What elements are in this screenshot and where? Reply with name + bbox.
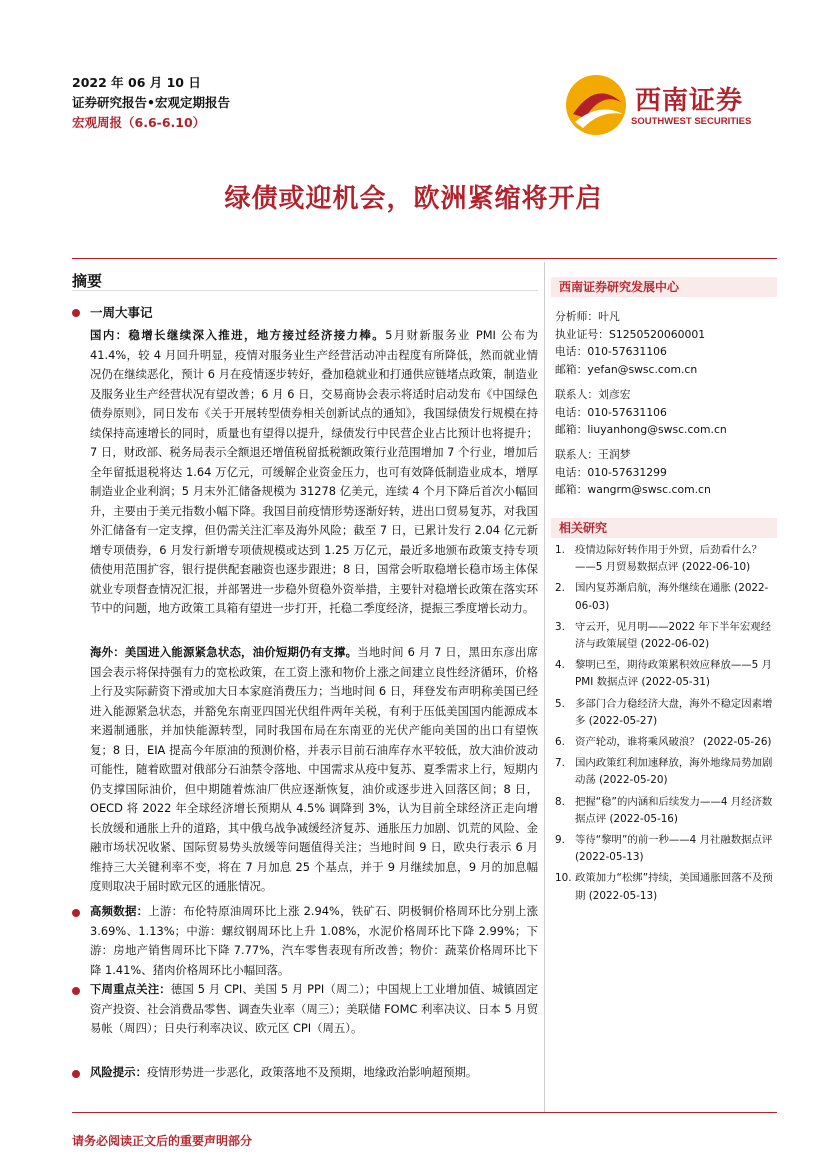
high-frequency-paragraph: [90, 902, 538, 980]
risk-body: 疫情形势进一步恶化，政策落地不及预期，地缘政治影响超预期。: [146, 1065, 478, 1079]
related-num: 7.: [555, 757, 565, 770]
related-item[interactable]: [555, 734, 777, 751]
footer-divider: [72, 1112, 777, 1113]
next-body: 德国 5 月 CPI、美国 5 月 PPI（周二）；中国规上工业增加值、城镇固定资产投资、社会消费品零售、调查失业率（周三）；美联储 FOMC 利率决议、日本 5 月贸易帐（周四）；日央行利率决议、欧元区 CPI（周五）。: [90, 982, 539, 1035]
risk-label: 风险提示：: [90, 1065, 147, 1079]
related-item[interactable]: [555, 755, 777, 789]
hf-label: 高频数据：: [90, 904, 149, 918]
bullet-icon: [72, 309, 80, 317]
related-text: 等待“黎明”的前一秒——4 月社融数据点评 (2022-05-13): [575, 834, 773, 864]
contact-mail[interactable]: 邮箱：yefan@swsc.com.cn: [555, 362, 698, 376]
related-num: 9.: [555, 834, 565, 847]
bullet-icon: [72, 1070, 80, 1078]
report-series: 宏观周报（6.6-6.10）: [72, 115, 206, 130]
related-item[interactable]: [555, 657, 777, 691]
next-week-paragraph: [90, 980, 538, 1039]
related-text: 黎明已至，期待政策累积效应释放——5 月 PMI 数据点评 (2022-05-31): [575, 659, 772, 689]
week-events-heading: 一周大事记: [90, 305, 153, 320]
related-num: 3.: [555, 620, 565, 633]
summary-heading: 摘要: [72, 272, 103, 290]
related-num: 8.: [555, 795, 565, 808]
related-text: 资产轮动，谁将乘风破浪？ (2022-05-26): [575, 736, 772, 749]
next-label: 下周重点关注：: [90, 982, 171, 996]
contact-block: [555, 446, 777, 499]
contact-mail[interactable]: 邮箱：wangrm@swsc.com.cn: [555, 483, 711, 497]
contact-block: [555, 308, 777, 378]
bullet-icon: [72, 909, 80, 917]
related-text: 把握“稳”的内涵和后续发力——4 月经济数据点评 (2022-05-16): [575, 795, 773, 825]
summary-underline: [72, 290, 538, 291]
risk-paragraph: [90, 1063, 538, 1083]
overseas-lead: 海外：美国进入能源紧急状态，油价短期仍有支撑。: [90, 645, 358, 659]
related-num: 6.: [555, 736, 565, 749]
column-divider: [544, 262, 545, 1112]
overseas-paragraph: [90, 643, 538, 897]
related-text: 国内复苏渐启航，海外继续在通胀 (2022-06-03): [575, 582, 769, 612]
domestic-lead: 国内：稳增长继续深入推进，地方接过经济接力棒。: [90, 328, 386, 342]
related-num: 4.: [555, 659, 565, 672]
related-item[interactable]: [555, 794, 777, 828]
report-type: 证券研究报告•宏观定期报告: [72, 95, 230, 110]
related-num: 1.: [555, 544, 565, 556]
contact-tel: 电话：010-57631106: [555, 345, 667, 359]
related-text: 国内政策红利加速释放，海外地缘局势加剧动荡 (2022-05-20): [575, 757, 773, 787]
bullet-icon: [72, 987, 80, 995]
contact-tel: 电话：010-57631299: [555, 465, 667, 479]
related-text: 政策加力“松绑”持续，美国通胀回落不及预期 (2022-05-13): [575, 872, 773, 902]
header-divider: [72, 258, 777, 259]
related-item[interactable]: [555, 832, 777, 866]
related-text: 多部门合力稳经济大盘，海外不稳定因素增多 (2022-05-27): [575, 697, 773, 727]
contact-role: 联系人：刘彦宏: [555, 388, 631, 401]
logo-en-text: SOUTHWEST SECURITIES: [631, 116, 752, 127]
page-title: 绿债或迎机会，欧洲紧缩将开启: [224, 184, 603, 214]
contact-mail[interactable]: 邮箱：liuyanhong@swsc.com.cn: [555, 423, 727, 437]
related-text: 疫情边际好转作用于外贸，后劲看什么？——5 月贸易数据点评 (2022-06-10): [575, 544, 763, 574]
domestic-body: 5月财新服务业 PMI 公布为 41.4%，较 4 月回升明显，疫情对服务业生产经营活动冲击程度有所降低，然而就业情况仍在继续恶化，预计 6 月在疫情逐步转好，叠加稳就业和打通供应链堵点政策，制造业及服务业生产经营状况有望改善；6 月 6 日，交易商协会表示将适时启动发布《中国绿色债券原则》，同日发布《关于开展转型债券相关创新试点的通知》，我国绿债发行规模在持续保持高速增长的同时，质量也有望得以提升，绿债发行中民营企业占比预计也将提升；7 日，财政部、税务局表示全额退还增值税留抵税额政策行业范围增加 7 个行业，增加后全年留抵退税将达 1.64 万亿元，可缓解企业资金压力，也可有效降低制造业成本，增厚制造业企业利润；5 月末外汇储备规模为 31278 亿美元，连续 4 个月下降后首次小幅回升，主要由于美元指数小幅下降。我国目前疫情形势逐渐好转，进出口贸易复苏，对我国外汇储备有一定支撑，但仍需关注汇率及海外风险；截至 7 日，已累计发行 2.04 亿元新增专项债券，6 月发行新增专项债规模或达到 1.25 万亿元，最近多地颁布政策支持专项债使用范围扩容，银行提供配套融资也逐步跟进；8 日，国常会听取稳增长稳市场主体保就业专项督查情况汇报，并部署进一步稳外贸稳外资举措，主要针对稳增长政策在落实环节中的问题，地方政策工具箱有望进一步打开，托稳二季度经济，提振三季度增长动力。: [90, 328, 538, 615]
company-logo: [565, 74, 775, 136]
logo-cn-text: 西南证券: [635, 86, 744, 116]
related-item[interactable]: [555, 619, 777, 653]
overseas-body: 当地时间 6 月 7 日，黑田东彦出席国会表示将保持强有力的宽松政策，在工资上涨和物价上涨之间建立良性经济循环，价格上行及实际薪资下滑或加大日本家庭消费压力；当地时间 6 日，拜登发布声明称美国已经进入能源紧急状态，并豁免东南亚四国光伏组件两年关税，有利于压低美国国内能源成本来遏制通胀，并加快能源转型，同时我国布局在东南亚的光伏产能向美国的出口有望恢复；8 日，EIA 提高今年原油的预测价格，并表示目前石油库存水平较低，放大油价波动可能性，随着欧盟对俄部分石油禁令落地、中国需求从疫中复苏、夏季需求上行，短期内仍支撑国际油价，但中期随着炼油厂供应逐渐恢复，油价或逐步进入回落区间；8 日，OECD 将 2022 年全球经济增长预期从 4.5% 调降到 3%，认为目前全球经济正走向增长放缓和通胀上升的道路，其中俄乌战争减缓经济复苏、通胀压力加剧、饥荒的风险、金融市场状况收紧、国际贸易势头放缓等问题值得关注；当地时间 9 日，欧央行表示 6 月维持三大关键利率不变，将在 7 月加息 25 个基点，并于 9 月继续加息，9 月的加息幅度则取决于届时欧元区的通胀情况。: [90, 645, 538, 893]
related-num: 10.: [555, 872, 572, 885]
domestic-paragraph: [90, 326, 538, 619]
logo-emblem-icon: [565, 74, 627, 136]
contact-block: [555, 386, 777, 439]
report-date: 2022 年 06 月 10 日: [72, 75, 201, 90]
contact-role: 分析师：叶凡: [555, 310, 620, 323]
related-item[interactable]: [555, 696, 777, 730]
contact-tel: 电话：010-57631106: [555, 405, 667, 419]
related-text: 守云开，见月明——2022 年下半年宏观经济与政策展望 (2022-06-02): [575, 620, 771, 651]
research-center-title: 西南证券研究发展中心: [551, 277, 777, 297]
related-num: 5.: [555, 697, 565, 710]
related-item[interactable]: [555, 542, 777, 576]
contact-role: 联系人：王润梦: [555, 448, 631, 461]
contact-cert: 执业证号：S1250520060001: [555, 327, 706, 341]
related-research-list: [555, 542, 777, 909]
related-research-heading: 相关研究: [551, 518, 777, 538]
related-num: 2.: [555, 582, 565, 595]
related-item[interactable]: [555, 870, 777, 904]
footer-disclaimer: 请务必阅读正文后的重要声明部分: [72, 1134, 253, 1148]
related-item[interactable]: [555, 580, 777, 614]
hf-body: 上游：布伦特原油周环比上涨 2.94%，铁矿石、阴极铜价格周环比分别上涨 3.69%、1.13%；中游：螺纹钢周环比上升 1.08%，水泥价格周环比下降 2.99%；下游：房地产销售周环比下降 7.77%，汽车零售表现有所改善；物价：蔬菜价格周环比下降 1.41%、猪肉价格周环比小幅回落。: [90, 904, 538, 977]
